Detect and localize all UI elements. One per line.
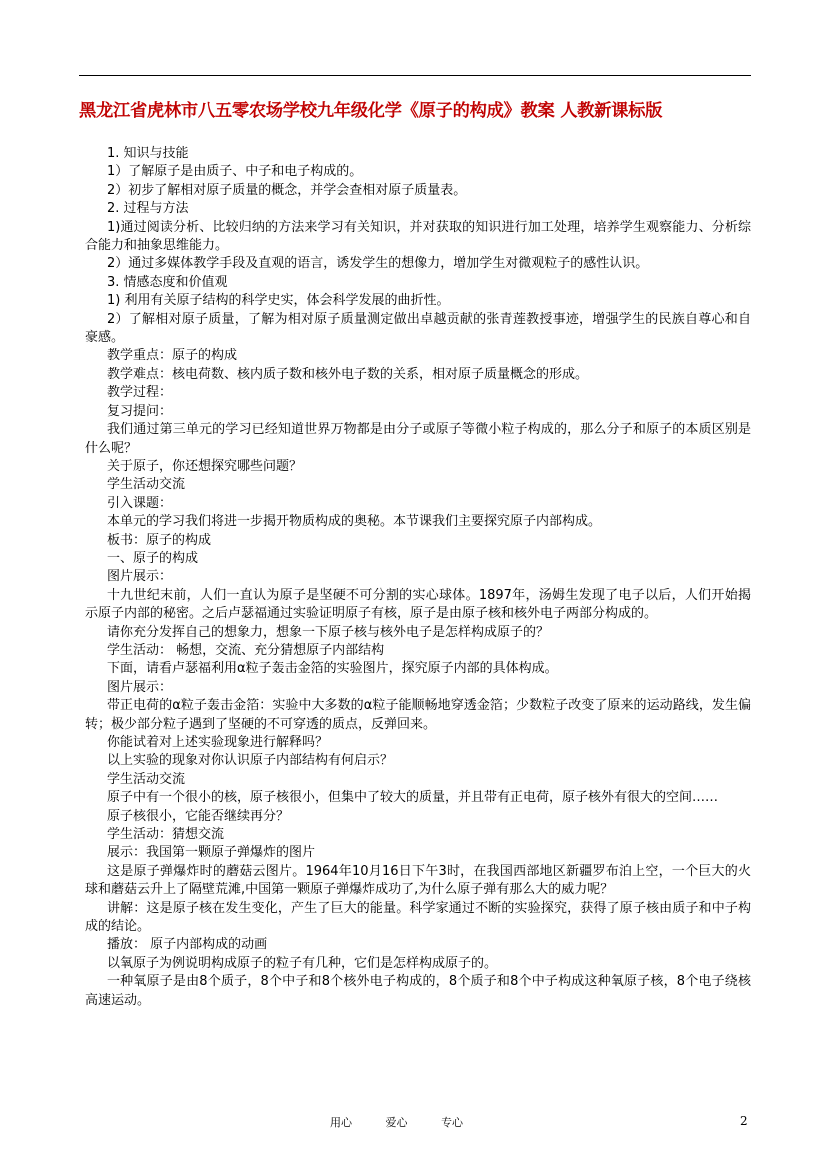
body-paragraph: 一种氧原子是由8个质子，8个中子和8个核外电子构成的，8个质子和8个中子构成这种氧原子核，8个电子绕核高速运动。 (85, 974, 751, 1008)
body-paragraph: 复习提问： (107, 403, 173, 419)
body-paragraph: 3. 情感态度和价值观 (107, 274, 228, 290)
body-paragraph: 教学重点：原子的构成 (107, 348, 238, 364)
body-paragraph: 我们通过第三单元的学习已经知道世界万物都是由分子或原子等微小粒子构成的，那么分子和原子的本质区别是什么呢？ (85, 422, 751, 456)
footer-motto (330, 1114, 493, 1130)
body-paragraph: 原子核很小，它能否继续再分？ (107, 808, 290, 824)
body-paragraph: 图片展示： (107, 679, 173, 695)
body-paragraph: 以氧原子为例说明构成原子的粒子有几种，它们是怎样构成原子的。 (107, 955, 498, 971)
body-paragraph: 请你充分发挥自己的想象力，想象一下原子核与核外电子是怎样构成原子的？ (107, 624, 550, 640)
body-paragraph: 学生活动： 畅想，交流、充分猜想原子内部结构 (107, 642, 385, 658)
body-paragraph: 本单元的学习我们将进一步揭开物质构成的奥秘。本节课我们主要探究原子内部构成。 (107, 514, 602, 530)
body-paragraph: 2）通过多媒体教学手段及直观的语言，诱发学生的想像力，增加学生对微观粒子的感性认识。 (107, 256, 649, 272)
footer-motto-word: 爱心 (385, 1116, 408, 1129)
page-number: 2 (740, 1114, 748, 1128)
body-paragraph: 讲解：这是原子核在发生变化，产生了巨大的能量。科学家通过不断的实验探究，获得了原子核由质子和中子构成的结论。 (85, 900, 751, 935)
body-paragraph: 学生活动交流 (107, 771, 186, 787)
body-paragraph: 展示：我国第一颗原子弹爆炸的图片 (107, 845, 316, 861)
body-paragraph: 学生活动：猜想交流 (107, 827, 225, 843)
body-paragraph: 图片展示： (107, 569, 173, 585)
document-body (85, 145, 751, 1010)
footer-motto-word: 用心 (330, 1116, 352, 1129)
body-paragraph: 1)通过阅读分析、比较归纳的方法来学习有关知识，并对获取的知识进行加工处理，培养学生观察能力、分析综合能力和抽象思维能力。 (85, 219, 751, 254)
body-paragraph: 引入课题： (107, 495, 173, 511)
footer-motto-word: 专心 (441, 1116, 463, 1129)
body-paragraph: 2）了解相对原子质量，了解为相对原子质量测定做出卓越贡献的张青莲教授事迹，增强学生的民族自尊心和自豪感。 (85, 311, 751, 346)
body-paragraph: 1）了解原子是由质子、中子和电子构成的。 (107, 164, 363, 180)
body-paragraph: 这是原子弹爆炸时的蘑菇云图片。1964年10月16日下午3时，在我国西部地区新疆罗布泊上空，一个巨大的火球和蘑菇云升上了隔壁荒滩,中国第一颗原子弹爆炸成功了,为什么原子弹有那么大的威力呢？ (85, 863, 751, 898)
body-paragraph: 关于原子，你还想探究哪些问题？ (107, 458, 303, 474)
body-paragraph: 下面，请看卢瑟福利用α粒子轰击金箔的实验图片，探究原子内部的具体构成。 (107, 661, 558, 677)
body-paragraph: 一、原子的构成 (107, 550, 199, 566)
body-paragraph: 教学难点：核电荷数、核内质子数和核外电子数的关系，相对原子质量概念的形成。 (107, 366, 589, 382)
body-paragraph: 十九世纪末前，人们一直认为原子是坚硬不可分割的实心球体。1897年，汤姆生发现了电子以后，人们开始揭示原子内部的秘密。之后卢瑟福通过实验证明原子有核，原子是由原子核和核外电子两部分构成的。 (85, 587, 751, 622)
body-paragraph: 播放： 原子内部构成的动画 (107, 937, 268, 953)
body-paragraph: 1) 利用有关原子结构的科学史实，体会科学发展的曲折性。 (107, 293, 450, 309)
body-paragraph: 学生活动交流 (107, 477, 186, 493)
body-paragraph: 板书：原子的构成 (107, 532, 212, 548)
body-paragraph: 以上实验的现象对你认识原子内部结构有何启示？ (107, 753, 394, 769)
body-paragraph: 你能试着对上述实验现象进行解释吗？ (107, 735, 329, 750)
header-rule (79, 75, 751, 76)
body-paragraph: 2）初步了解相对原子质量的概念，并学会查相对原子质量表。 (107, 182, 467, 198)
page-footer (0, 1114, 827, 1134)
body-paragraph: 原子中有一个很小的核，原子核很小，但集中了较大的质量，并且带有正电荷，原子核外有很大的空间…… (107, 790, 719, 806)
body-paragraph: 1. 知识与技能 (107, 146, 189, 161)
document-title: 黑龙江省虎林市八五零农场学校九年级化学《原子的构成》教案 人教新课标版 (79, 101, 663, 121)
body-paragraph: 2. 过程与方法 (107, 201, 189, 217)
body-paragraph: 带正电荷的α粒子轰击金箔：实验中大多数的α粒子能顺畅地穿透金箔；少数粒子改变了原来的运动路线，发生偏转；极少部分粒子遇到了坚硬的不可穿透的质点，反弹回来。 (85, 698, 751, 732)
body-paragraph: 教学过程： (107, 385, 173, 401)
